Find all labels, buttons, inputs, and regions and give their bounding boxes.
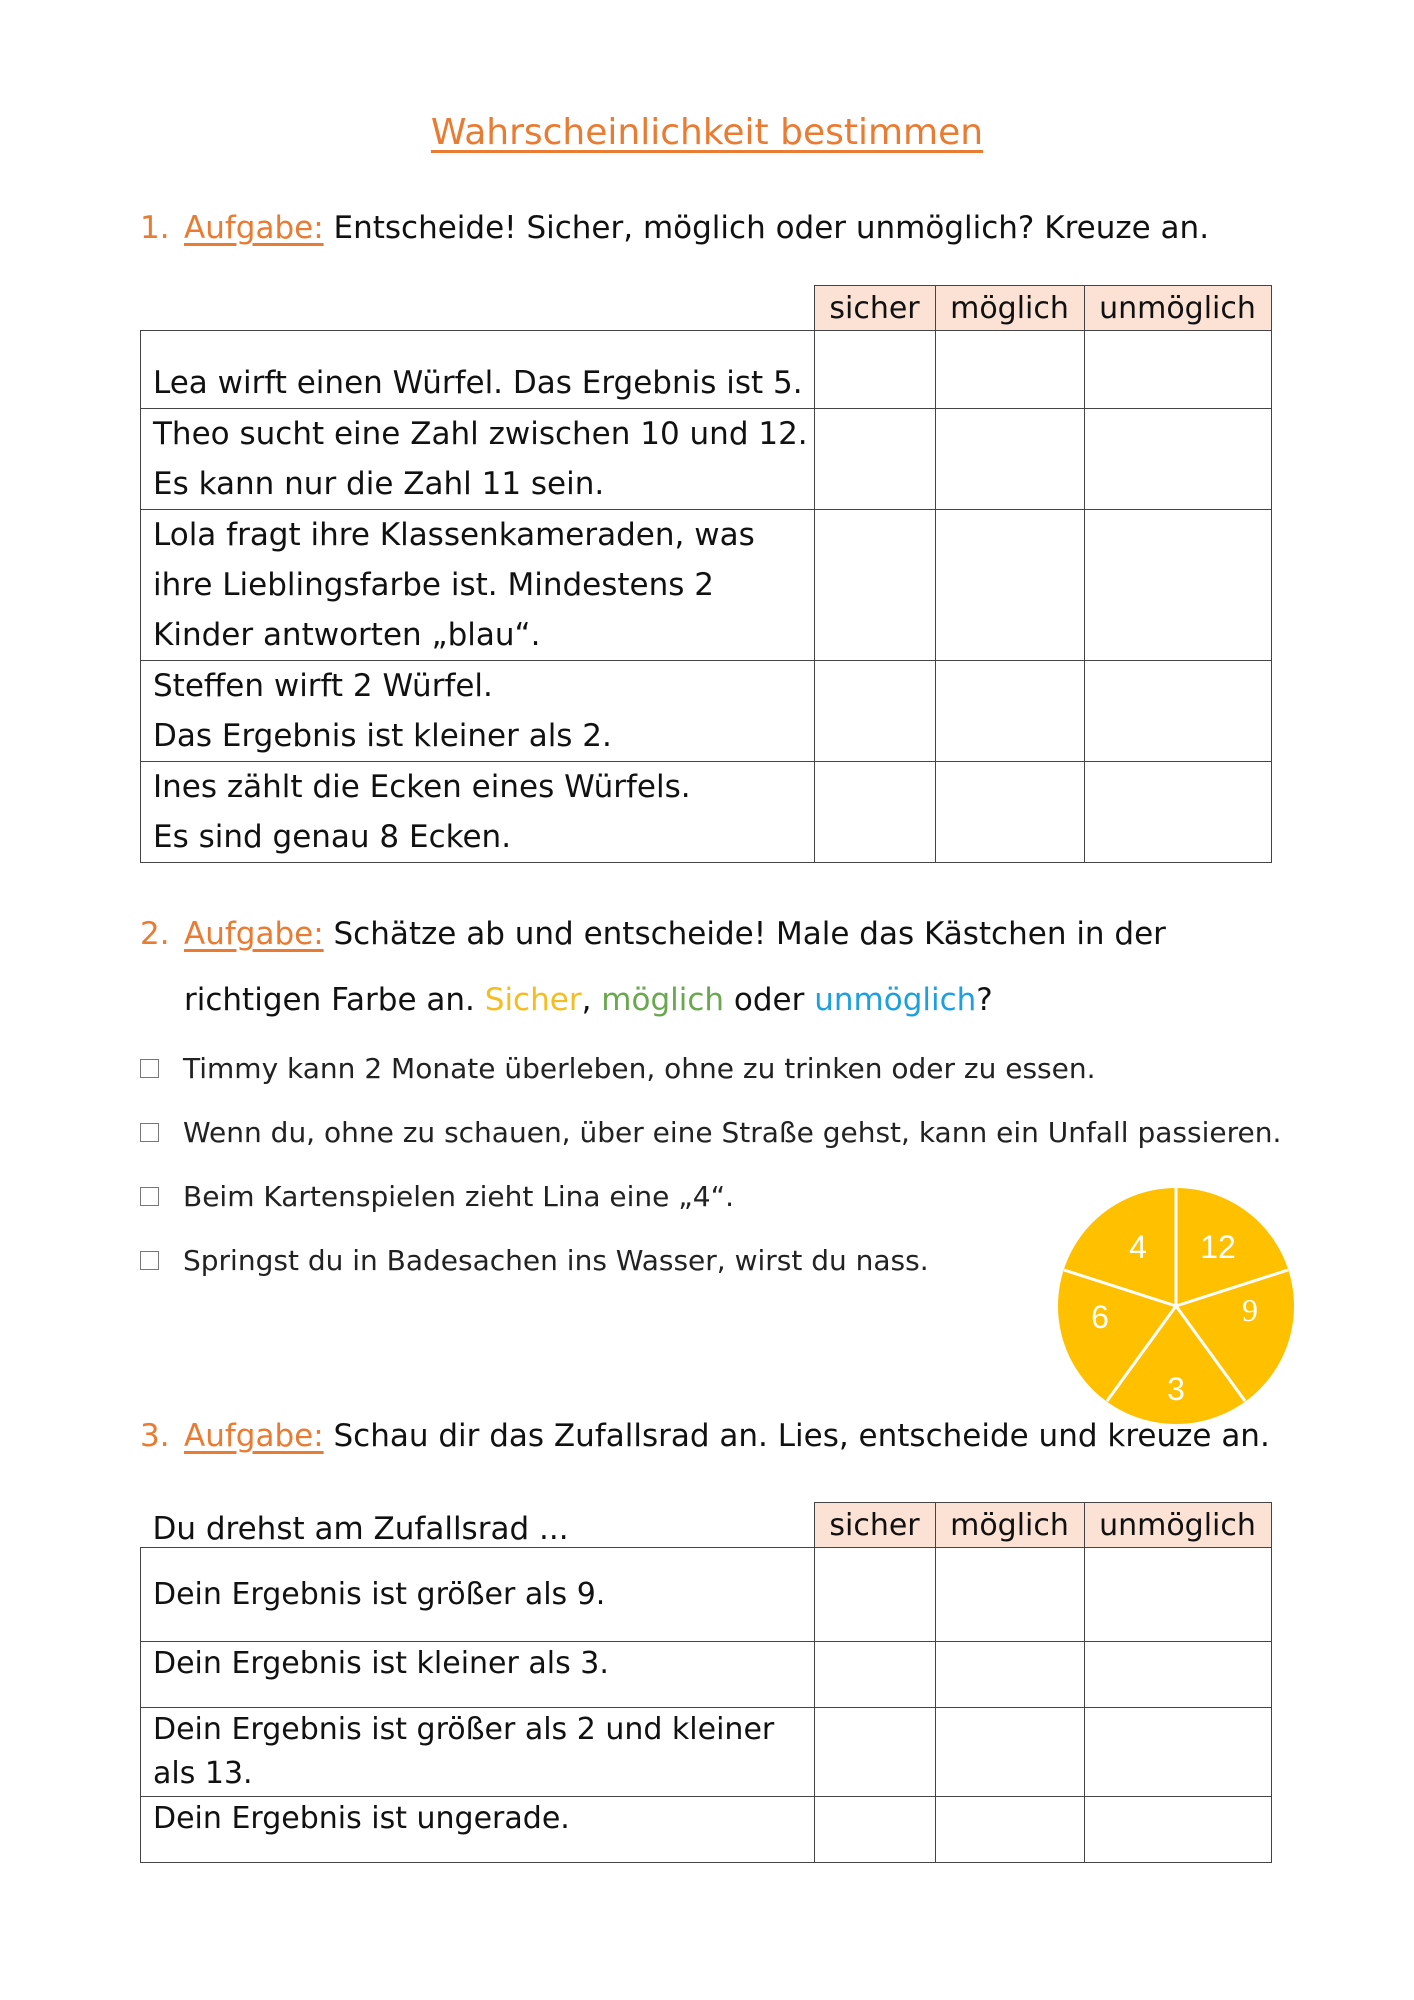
table-row [141,510,1272,661]
answer-cell-moeglich[interactable] [935,331,1084,409]
header-sicher: sicher [814,1503,935,1548]
statement-item: Springst du in Badesachen ins Wasser, wirst du nass. [140,1244,929,1277]
answer-cell-moeglich[interactable] [935,510,1084,661]
color-checkbox[interactable] [140,1251,159,1270]
table-row [141,331,1272,409]
answer-cell-unmoeglich[interactable] [1084,762,1271,863]
answer-cell-unmoeglich[interactable] [1084,661,1271,762]
answer-cell-sicher[interactable] [814,331,935,409]
question-cell: Ines zählt die Ecken eines Würfels. Es sind genau 8 Ecken. [141,762,815,863]
task2-heading [140,916,1166,952]
answer-cell-sicher[interactable] [814,762,935,863]
answer-cell-unmoeglich[interactable] [1084,1548,1271,1642]
answer-cell-unmoeglich[interactable] [1084,1797,1271,1863]
page-title: Wahrscheinlichkeit bestimmen [430,112,984,153]
answer-cell-moeglich[interactable] [935,661,1084,762]
header-moeglich: möglich [935,286,1084,331]
answer-cell-unmoeglich[interactable] [1084,409,1271,510]
word-sicher: Sicher [484,982,582,1018]
answer-cell-moeglich[interactable] [935,409,1084,510]
answer-cell-unmoeglich[interactable] [1084,1642,1271,1708]
header-unmoeglich: unmöglich [1084,286,1271,331]
answer-cell-sicher[interactable] [814,510,935,661]
header-moeglich: möglich [935,1503,1084,1548]
question-cell: Lea wirft einen Würfel. Das Ergebnis ist 5. [141,331,815,409]
wheel-label: 4 [1129,1229,1147,1265]
table-row [141,1642,1272,1708]
header-sicher: sicher [814,286,935,331]
table-row [141,1548,1272,1642]
question-cell: Lola fragt ihre Klassenkameraden, was ihre Lieblingsfarbe ist. Mindestens 2 Kinder antworten „blau“. [141,510,815,661]
question-cell: Dein Ergebnis ist größer als 9. [141,1548,815,1642]
answer-cell-sicher[interactable] [814,1642,935,1708]
wheel-label: 12 [1200,1229,1236,1265]
task3-heading [140,1418,1270,1454]
color-checkbox[interactable] [140,1123,159,1142]
task2-instruction: Schätze ab und entscheide! Male das Kästchen in der [333,916,1166,952]
table-row [141,1797,1272,1863]
table-row [141,661,1272,762]
answer-cell-unmoeglich[interactable] [1084,1708,1271,1797]
answer-cell-unmoeglich[interactable] [1084,510,1271,661]
task3-label: Aufgabe: [184,1418,324,1454]
task1-instruction: Entscheide! Sicher, möglich oder unmöglich? Kreuze an. [333,210,1210,246]
wheel-label: 9 [1242,1292,1258,1328]
question-cell: Dein Ergebnis ist größer als 2 und kleiner als 13. [141,1708,815,1797]
answer-cell-sicher[interactable] [814,661,935,762]
wheel-label: 6 [1091,1299,1109,1335]
answer-cell-moeglich[interactable] [935,1548,1084,1642]
word-unmoeglich: unmöglich [814,982,977,1018]
question-cell: Dein Ergebnis ist ungerade. [141,1797,815,1863]
task3-table [140,1502,1272,1863]
question-cell: Dein Ergebnis ist kleiner als 3. [141,1642,815,1708]
answer-cell-sicher[interactable] [814,1708,935,1797]
task3-number: 3. [140,1418,170,1454]
question-cell: Theo sucht eine Zahl zwischen 10 und 12. Es kann nur die Zahl 11 sein. [141,409,815,510]
statement-item: Timmy kann 2 Monate überleben, ohne zu trinken oder zu essen. [140,1052,1096,1085]
answer-cell-moeglich[interactable] [935,1708,1084,1797]
table-row [141,762,1272,863]
task1-number: 1. [140,210,170,246]
task2-instruction-line2: richtigen Farbe an. Sicher, möglich oder unmöglich? [184,982,993,1018]
word-moeglich: möglich [601,982,725,1018]
wheel-label: 3 [1167,1371,1185,1407]
answer-cell-moeglich[interactable] [935,1642,1084,1708]
answer-cell-sicher[interactable] [814,1548,935,1642]
task2-label: Aufgabe: [184,916,324,952]
color-checkbox[interactable] [140,1059,159,1078]
table-row [141,409,1272,510]
answer-cell-moeglich[interactable] [935,1797,1084,1863]
color-checkbox[interactable] [140,1187,159,1206]
task3-instruction: Schau dir das Zufallsrad an. Lies, entscheide und kreuze an. [333,1418,1270,1454]
header-unmoeglich: unmöglich [1084,1503,1271,1548]
task1-heading [140,210,1209,246]
spinner-wheel [1056,1186,1296,1426]
task3-lead: Du drehst am Zufallsrad ... [141,1503,815,1548]
task1-table [140,285,1272,863]
answer-cell-unmoeglich[interactable] [1084,331,1271,409]
answer-cell-moeglich[interactable] [935,762,1084,863]
answer-cell-sicher[interactable] [814,409,935,510]
table-row [141,1708,1272,1797]
question-cell: Steffen wirft 2 Würfel. Das Ergebnis ist kleiner als 2. [141,661,815,762]
answer-cell-sicher[interactable] [814,1797,935,1863]
statement-item: Wenn du, ohne zu schauen, über eine Straße gehst, kann ein Unfall passieren. [140,1116,1281,1149]
task1-label: Aufgabe: [184,210,324,246]
task2-number: 2. [140,916,170,952]
statement-item: Beim Kartenspielen zieht Lina eine „4“. [140,1180,734,1213]
